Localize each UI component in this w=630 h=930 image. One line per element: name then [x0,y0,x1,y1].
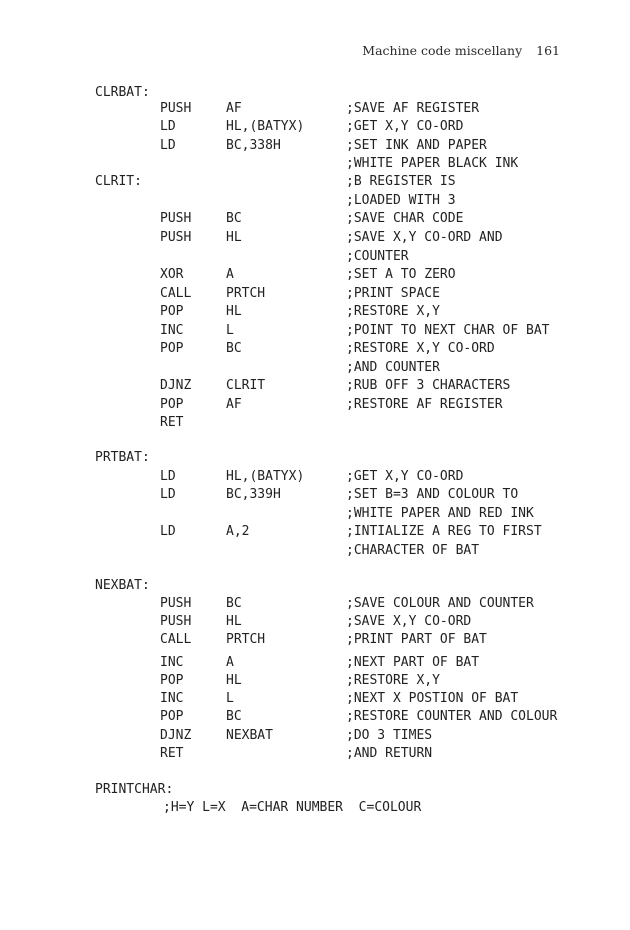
line-operand: HL [226,673,242,688]
line-operand: BC [226,211,242,226]
line-opcode: XOR [160,267,184,282]
line-operand: HL [226,304,242,319]
line-comment: ;SAVE AF REGISTER [346,101,480,116]
line-opcode: LD [160,119,176,134]
line-comment: ;SET INK AND PAPER [346,138,487,153]
line-opcode: LD [160,487,176,502]
line-comment: ;NEXT X POSTION OF BAT [346,691,519,706]
line-opcode: RET [160,746,184,761]
line-opcode: INC [160,691,184,706]
line-opcode: LD [160,524,176,539]
chapter-title: Machine code miscellany [362,43,523,58]
line-operand: BC [226,709,242,724]
line-operand: A,2 [226,524,250,539]
line-opcode: POP [160,397,184,412]
line-label: PRTBAT: [95,450,150,465]
line-operand: BC [226,596,242,611]
line-operand: HL [226,614,242,629]
line-operand: PRTCH [226,632,266,647]
line-comment: ;RESTORE COUNTER AND COLOUR [346,709,558,724]
line-comment: ;RESTORE X,Y [346,673,440,688]
line-comment: ;RUB OFF 3 CHARACTERS [346,378,511,393]
line-comment: ;SET B=3 AND COLOUR TO [346,487,519,502]
line-operand: BC,339H [226,487,281,502]
line-label: PRINTCHAR: [95,782,174,797]
line-opcode: INC [160,323,184,338]
line-comment: ;SAVE COLOUR AND COUNTER [346,596,534,611]
line-comment: ;NEXT PART OF BAT [346,655,480,670]
line-comment: ;WHITE PAPER BLACK INK [346,156,519,171]
line-comment: ;WHITE PAPER AND RED INK [346,506,534,521]
line-comment: ;LOADED WITH 3 [346,193,456,208]
line-opcode: RET [160,415,184,430]
line-comment: ;CHARACTER OF BAT [346,543,480,558]
line-comment: ;DO 3 TIMES [346,728,433,743]
line-operand: HL [226,230,242,245]
line-opcode: CALL [160,286,192,301]
line-comment: ;SET A TO ZERO [346,267,456,282]
line-label: CLRIT: [95,174,142,189]
line-opcode: PUSH [160,101,192,116]
line-opcode: POP [160,673,184,688]
line-opcode: POP [160,341,184,356]
line-operand: L [226,691,234,706]
line-opcode: INC [160,655,184,670]
line-comment: ;SAVE X,Y CO-ORD AND [346,230,503,245]
line-operand: HL,(BATYX) [226,469,305,484]
line-opcode: PUSH [160,211,192,226]
line-comment: ;RESTORE X,Y [346,304,440,319]
line-comment: ;RESTORE X,Y CO-ORD [346,341,495,356]
line-comment: ;RESTORE AF REGISTER [346,397,503,412]
page-number: 161 [536,43,560,58]
line-label: NEXBAT: [95,578,150,593]
line-operand: BC,338H [226,138,281,153]
line-comment: ;INTIALIZE A REG TO FIRST [346,524,542,539]
line-comment: ;PRINT SPACE [346,286,440,301]
line-opcode: PUSH [160,230,192,245]
line-operand: AF [226,101,242,116]
line-comment: ;SAVE CHAR CODE [346,211,464,226]
line-comment: ;GET X,Y CO-ORD [346,119,464,134]
line-operand: PRTCH [226,286,266,301]
line-opcode: LD [160,138,176,153]
running-head [0,43,560,58]
line-opcode: DJNZ [160,378,192,393]
line-comment: ;POINT TO NEXT CHAR OF BAT [346,323,550,338]
line-comment: ;B REGISTER IS [346,174,456,189]
line-operand: A [226,655,234,670]
line-comment: ;SAVE X,Y CO-ORD [346,614,472,629]
line-opcode: PUSH [160,596,192,611]
line-operand: A [226,267,234,282]
line-operand: NEXBAT [226,728,273,743]
line-opcode: POP [160,709,184,724]
line-operand: HL,(BATYX) [226,119,305,134]
line-comment: ;COUNTER [346,249,409,264]
line-comment: ;PRINT PART OF BAT [346,632,487,647]
line-label: CLRBAT: [95,85,150,100]
register-note: ;H=Y L=X A=CHAR NUMBER C=COLOUR [163,800,422,815]
line-operand: AF [226,397,242,412]
line-opcode: DJNZ [160,728,192,743]
line-operand: L [226,323,234,338]
line-comment: ;AND COUNTER [346,360,440,375]
line-operand: CLRIT [226,378,266,393]
line-comment: ;GET X,Y CO-ORD [346,469,464,484]
line-operand: BC [226,341,242,356]
line-opcode: CALL [160,632,192,647]
line-comment: ;AND RETURN [346,746,433,761]
line-opcode: LD [160,469,176,484]
line-opcode: PUSH [160,614,192,629]
line-opcode: POP [160,304,184,319]
